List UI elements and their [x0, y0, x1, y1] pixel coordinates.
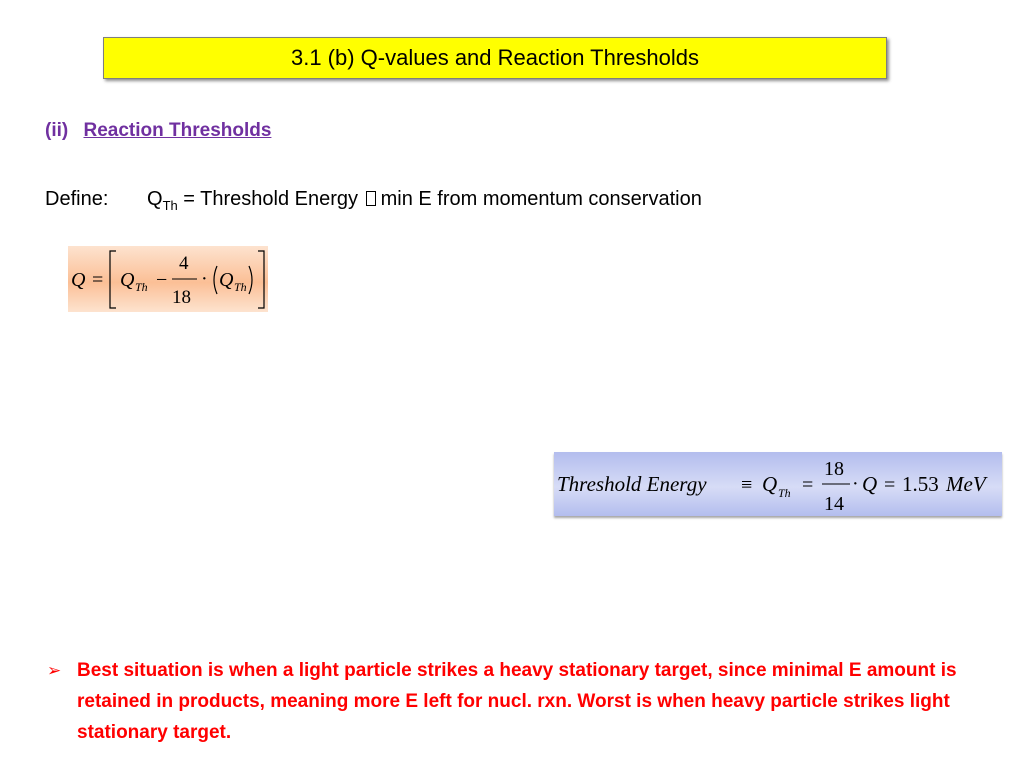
- eq2-equiv: ≡: [741, 474, 753, 496]
- eq1-q: Q: [120, 269, 135, 291]
- eq1-sub: Th: [135, 280, 148, 294]
- left-bracket: [110, 251, 116, 308]
- eq2-value: 1.53: [902, 472, 939, 496]
- eq1-equals: =: [92, 269, 104, 291]
- right-bracket: [258, 251, 264, 308]
- eq2-q: Q: [762, 472, 778, 496]
- equation-q-image: [68, 246, 268, 312]
- section-title-link[interactable]: Reaction Thresholds: [83, 120, 272, 141]
- section-number: (ii): [45, 120, 69, 141]
- eq2-numerator: 18: [824, 458, 844, 480]
- eq1-lhs: Q: [71, 269, 86, 291]
- bullet-point: [45, 655, 985, 748]
- definition-line: [45, 188, 702, 213]
- eq1-sub2: Th: [234, 280, 247, 294]
- eq2-unit: MeV: [946, 472, 986, 496]
- define-label: Define:: [45, 188, 109, 210]
- eq2-sub: Th: [778, 486, 791, 500]
- section-heading: [45, 120, 271, 142]
- slide-title: 3.1 (b) Q-values and Reaction Thresholds: [290, 45, 700, 70]
- q-subscript: Th: [162, 198, 178, 213]
- eq2-equals2: =: [884, 474, 896, 496]
- slide-title-box: [103, 37, 887, 79]
- q-symbol: Q: [147, 188, 163, 210]
- arrow-bullet-icon: ➢: [47, 661, 62, 680]
- eq1-dot: ·: [201, 268, 208, 290]
- right-paren: [249, 266, 252, 294]
- equation-threshold-svg: [554, 452, 1002, 516]
- define-text-2: min E from momentum conservation: [380, 188, 702, 210]
- missing-glyph-icon: [366, 191, 376, 206]
- eq1-numerator: 4: [179, 253, 189, 274]
- eq2-dot: ·: [852, 473, 859, 495]
- eq1-minus: −: [156, 269, 168, 291]
- eq1-denominator: 18: [172, 287, 191, 308]
- eq2-equals: =: [802, 474, 814, 496]
- left-paren: [214, 266, 217, 294]
- bullet-text: Best situation is when a light particle strikes a heavy stationary target, since minimal E amount is retained in products, meaning more E left for nucl. rxn. Worst is when heavy particle strikes light stationary target.: [77, 660, 957, 743]
- eq1-q2: Q: [219, 269, 234, 291]
- define-text-1: = Threshold Energy: [183, 188, 359, 210]
- equation-threshold-image: [554, 452, 1002, 516]
- eq2-q2: Q: [862, 472, 878, 496]
- eq2-denominator: 14: [824, 493, 844, 515]
- eq2-label: Threshold Energy: [557, 472, 707, 496]
- equation-q-svg: [68, 246, 268, 312]
